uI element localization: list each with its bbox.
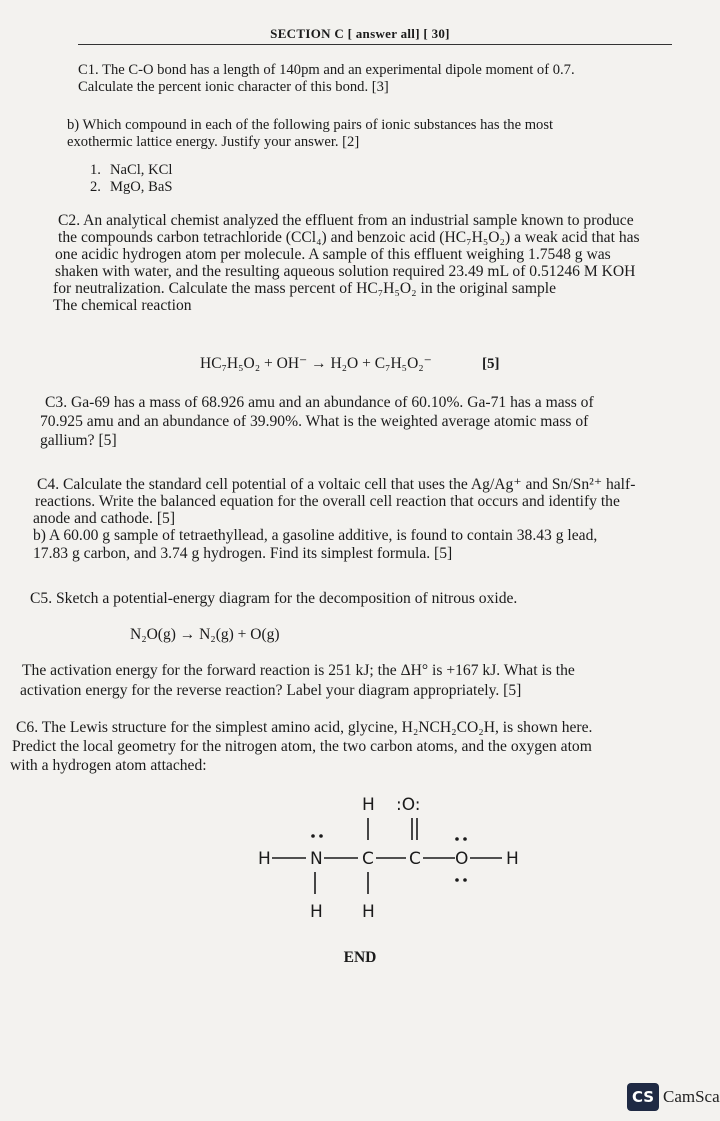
list-text: NaCl, KCl (110, 162, 173, 178)
c1-line-2: Calculate the percent ionic character of this bond. [3] (78, 79, 389, 95)
atom-h-bottom-c: H (362, 902, 375, 922)
c5-line-1: C5. Sketch a potential-energy diagram for the decomposition of nitrous oxide. (30, 590, 518, 607)
c1-line-1: C1. The C-O bond has a length of 140pm and an experimental dipole moment of 0.7. (78, 62, 575, 78)
section-header: SECTION C [ answer all] [ 30] (270, 26, 450, 41)
c2-line-5: for neutralization. Calculate the mass percent of HC₇H₅O₂ in the original sample (53, 280, 557, 297)
c2-equation: HC₇H₅O₂ + OH⁻ → H₂O + C₇H₅O₂⁻ (200, 355, 432, 372)
atom-h-left: H (258, 849, 271, 869)
c5-line-3: activation energy for the reverse reaction? Label your diagram appropriately. [5] (20, 682, 522, 699)
c1b-item-2 (90, 179, 172, 195)
end-label: END (343, 949, 377, 966)
atom-c1: C (362, 849, 374, 869)
atom-h-right: H (506, 849, 519, 869)
lone-pair-dot (311, 834, 315, 838)
c5-equation: N₂O(g) → N₂(g) + O(g) (130, 626, 280, 643)
camscanner-badge-icon: CS (627, 1083, 659, 1111)
c6-line-3: with a hydrogen atom attached: (10, 757, 207, 774)
c2-line-6: The chemical reaction (53, 297, 192, 314)
c2-line-4: shaken with water, and the resulting aqueous solution required 23.49 mL of 0.51246 M KOH (55, 263, 636, 280)
atom-n: N (310, 849, 323, 869)
c4b-line-2: 17.83 g carbon, and 3.74 g hydrogen. Find its simplest formula. [5] (33, 545, 453, 562)
lone-pair-dot (319, 834, 323, 838)
atom-h-top: H (362, 795, 375, 815)
atom-o-single: O (455, 849, 469, 869)
list-text: MgO, BaS (110, 179, 173, 195)
atom-o-double: :O: (396, 795, 421, 815)
c1b-line-2: exothermic lattice energy. Justify your answer. [2] (67, 134, 360, 150)
atom-h-bottom-n: H (310, 902, 323, 922)
c2-line-3: one acidic hydrogen atom per molecule. A sample of this effluent weighing 1.7548 g was (55, 246, 611, 263)
lone-pair-dot (455, 837, 459, 841)
list-number: 1. (90, 162, 101, 178)
c4-line-1: C4. Calculate the standard cell potential of a voltaic cell that uses the Ag/Ag⁺ and Sn/Sn²⁺ half- (37, 476, 636, 493)
c3-line-2: 70.925 amu and an abundance of 39.90%. What is the weighted average atomic mass of (40, 413, 589, 430)
c4-line-2: reactions. Write the balanced equation for the overall cell reaction that occurs and identify the (35, 493, 620, 510)
c6-line-2: Predict the local geometry for the nitrogen atom, the two carbon atoms, and the oxygen atom (12, 738, 592, 755)
c4b-line-1: b) A 60.00 g sample of tetraethyllead, a gasoline additive, is found to contain 38.43 g lead, (33, 527, 598, 544)
c1b-line-1: b) Which compound in each of the following pairs of ionic substances has the most (67, 117, 554, 133)
c5-line-2: The activation energy for the forward reaction is 251 kJ; the ΔH° is +167 kJ. What is the (22, 662, 575, 679)
lone-pair-dot (463, 837, 467, 841)
c6-line-1: C6. The Lewis structure for the simplest amino acid, glycine, H₂NCH₂CO₂H, is shown here. (16, 719, 593, 736)
c2-line-1: C2. An analytical chemist analyzed the effluent from an industrial sample known to produce (58, 212, 634, 229)
c2-line-2: the compounds carbon tetrachloride (CCl₄) and benzoic acid (HC₇H₅O₂) a weak acid that has (58, 229, 640, 246)
c3-line-3: gallium? [5] (40, 432, 117, 449)
c3-line-1: C3. Ga-69 has a mass of 68.926 amu and an abundance of 60.10%. Ga-71 has a mass of (45, 394, 594, 411)
c1b-item-1 (90, 162, 172, 178)
atom-c2: C (409, 849, 421, 869)
camscanner-text: CamSca (663, 1087, 720, 1106)
glycine-lewis-structure (250, 790, 550, 930)
header-rule (78, 44, 672, 45)
c4-line-3: anode and cathode. [5] (33, 510, 176, 527)
lone-pair-dot (463, 878, 467, 882)
lone-pair-dot (455, 878, 459, 882)
list-number: 2. (90, 179, 101, 195)
c2-marks: [5] (482, 356, 500, 372)
